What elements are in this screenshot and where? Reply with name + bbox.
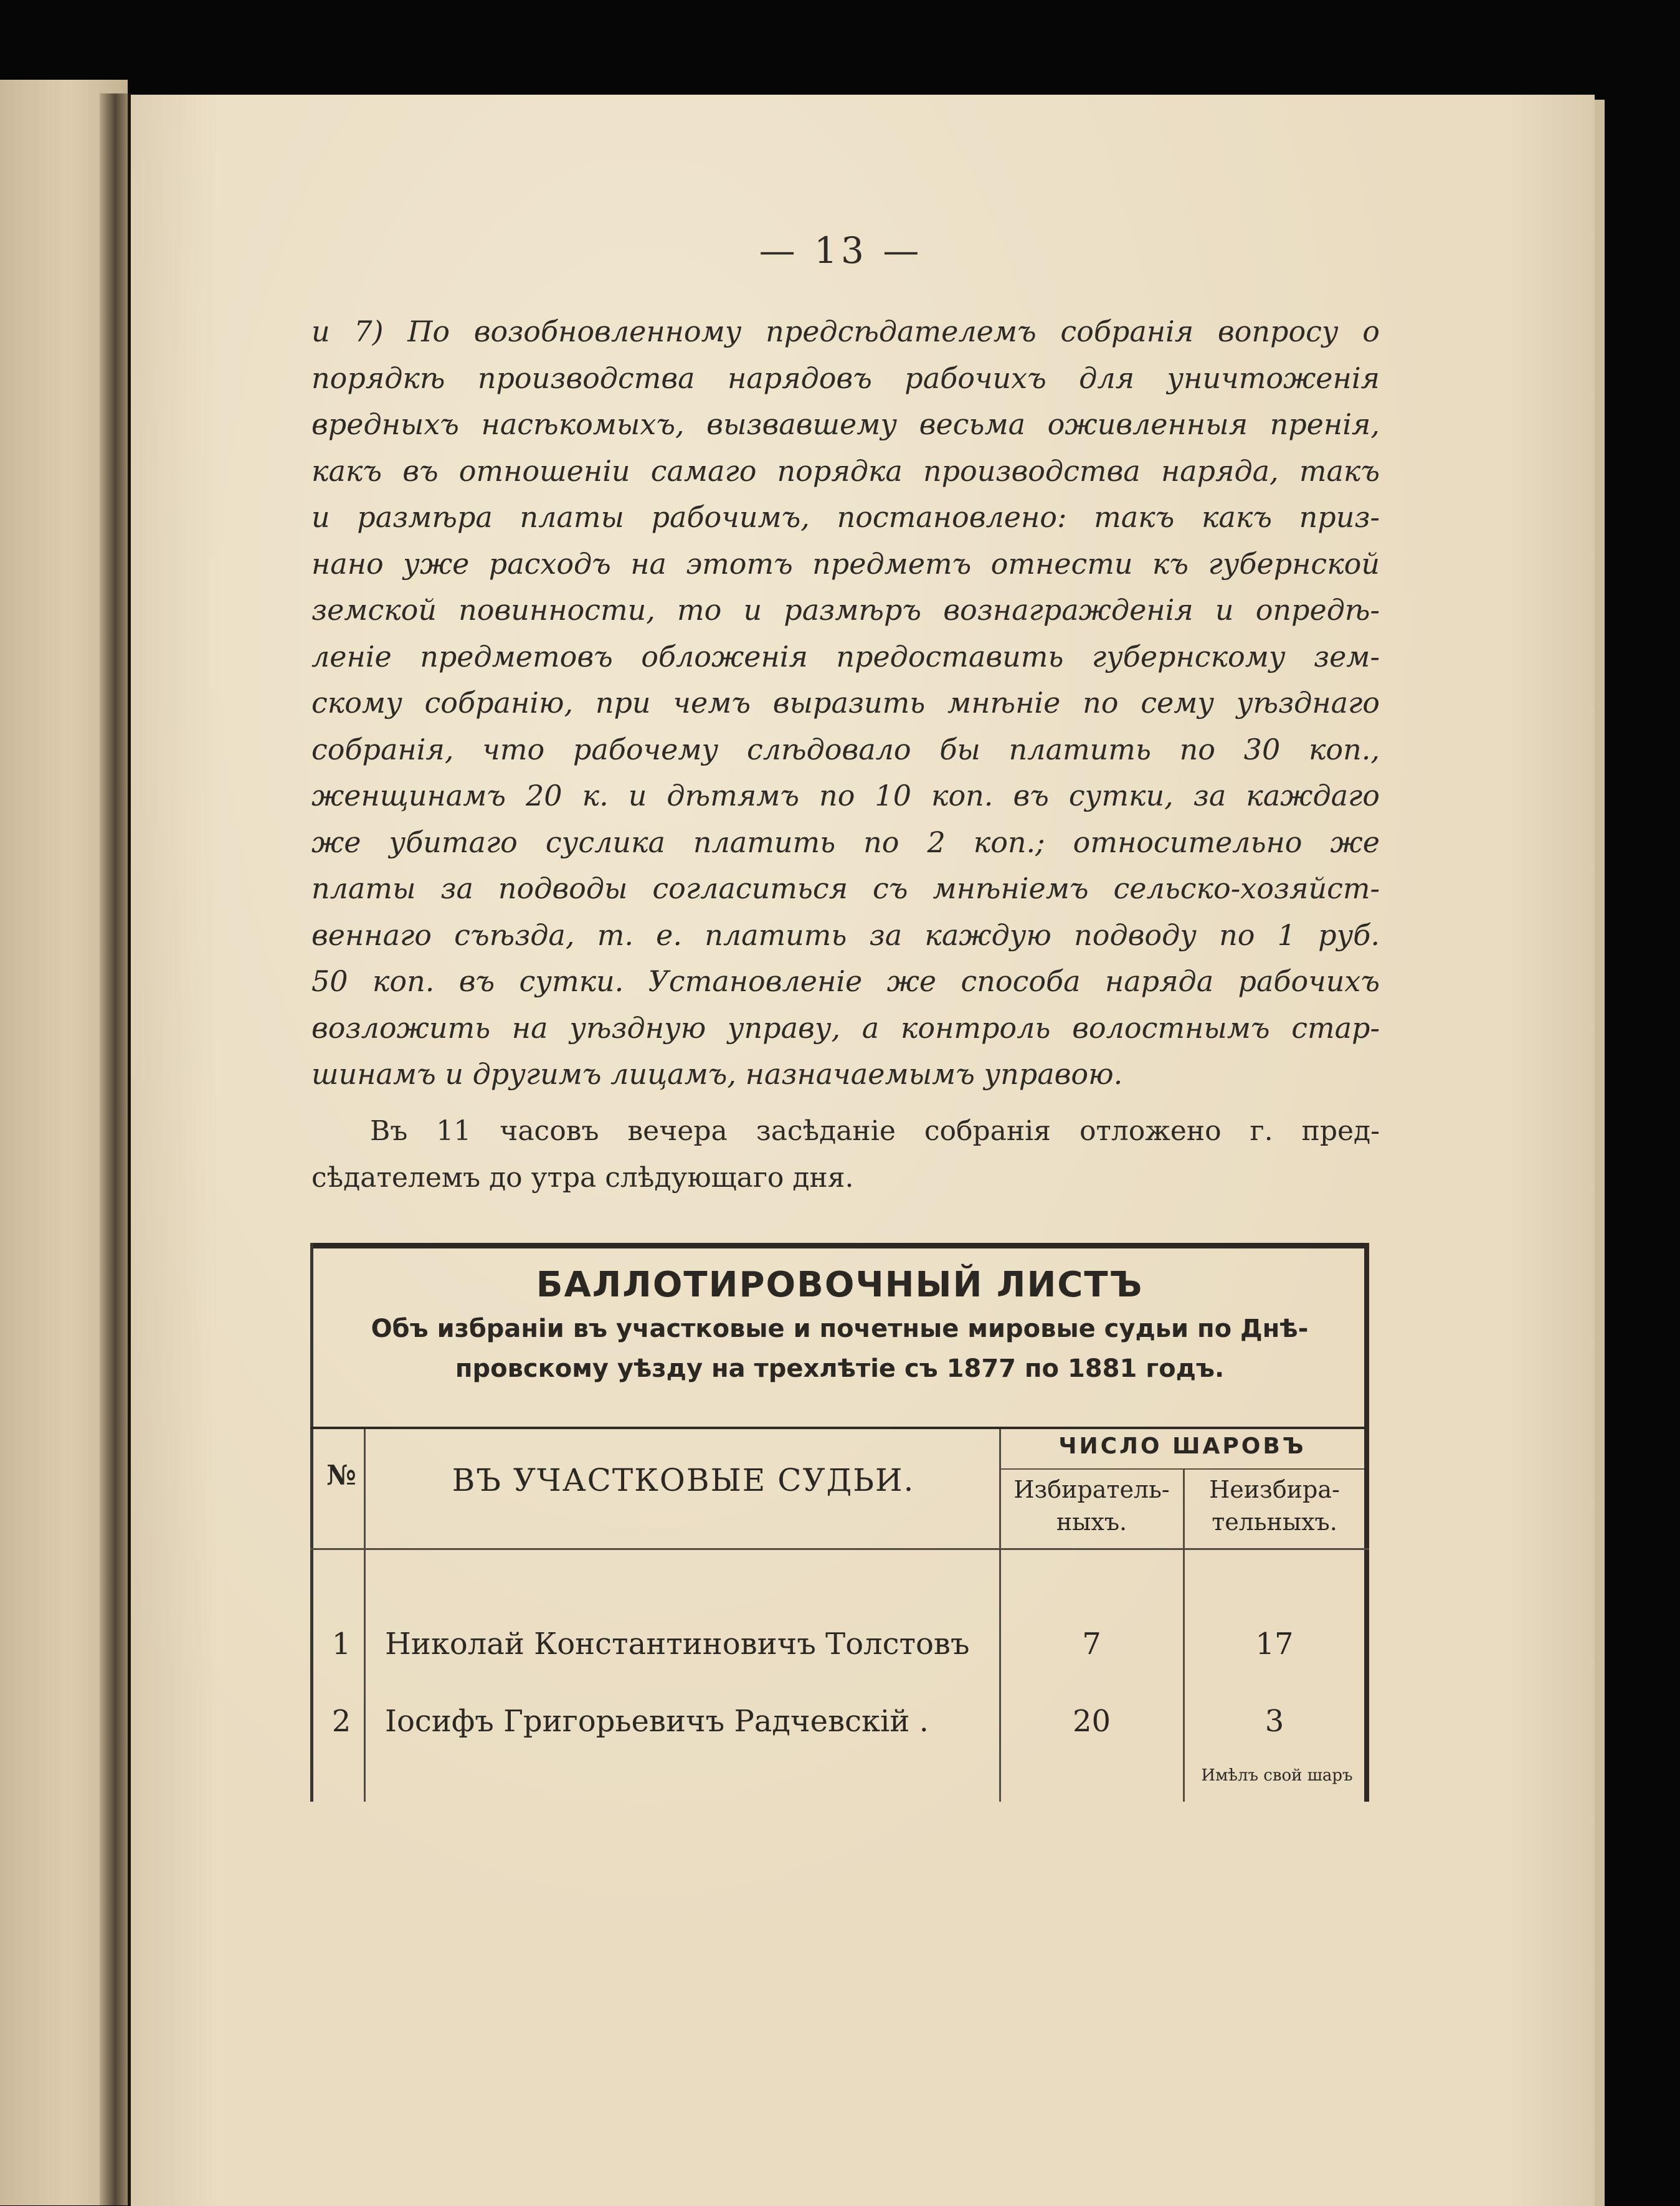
table-top-rule xyxy=(310,1243,1369,1248)
paragraph-line: нано уже расходъ на этотъ предметъ отнести къ губернской xyxy=(311,546,1380,581)
page-right-edge xyxy=(1595,100,1605,2206)
ballot-subtitle-line: провскому уѣзду на трехлѣтіе съ 1877 по 1881 годъ. xyxy=(455,1354,1225,1383)
row-note: Имѣлъ свой шаръ xyxy=(1201,1766,1353,1785)
column-header-for-line: Избиратель- xyxy=(1013,1476,1170,1503)
subheader-divider xyxy=(1000,1468,1364,1470)
row-for-votes: 20 xyxy=(1072,1704,1111,1739)
ballot-title: БАЛЛОТИРОВОЧНЫЙ ЛИСТЪ xyxy=(536,1265,1144,1305)
column-divider xyxy=(364,1429,366,1802)
adjournment-paragraph xyxy=(311,1108,1380,1200)
main-paragraph xyxy=(311,308,1380,1098)
row-number: 2 xyxy=(331,1704,351,1739)
paragraph-line: 50 коп. въ сутки. Установленіе же способа наряда рабочихъ xyxy=(311,964,1380,998)
paragraph-line: собранія, что рабочему слѣдовало бы платить по 30 коп., xyxy=(311,732,1380,766)
paragraph-line: Въ 11 часовъ вечера засѣданіе собранія отложено г. пред- xyxy=(370,1115,1380,1147)
paragraph-line: же убитаго суслика платить по 2 коп.; относительно же xyxy=(311,825,1380,859)
row-for-votes: 7 xyxy=(1082,1627,1101,1662)
column-header-for-line: ныхъ. xyxy=(1056,1508,1127,1536)
paragraph-line: платы за подводы согласиться съ мнѣніемъ сельско-хозяйст- xyxy=(311,872,1380,905)
paragraph-line: скому собранію, при чемъ выразить мнѣніе по сему уѣзднаго xyxy=(311,686,1380,720)
header-divider xyxy=(310,1548,1369,1550)
row-name: Николай Константиновичъ Толстовъ xyxy=(385,1627,970,1662)
column-header-balls: ЧИСЛО ШАРОВЪ xyxy=(1058,1433,1306,1459)
paragraph-line: какъ въ отношеніи самаго порядка производства наряда, такъ xyxy=(311,454,1380,488)
row-number: 1 xyxy=(331,1627,351,1662)
paragraph-line: женщинамъ 20 к. и дѣтямъ по 10 коп. въ сутки, за каждаго xyxy=(311,779,1380,812)
page-number: — 13 — xyxy=(759,229,923,272)
paragraph-line: веннаго съѣзда, т. е. платить за каждую подводу по 1 руб. xyxy=(311,918,1380,952)
paragraph-line: земской повинности, то и размѣръ вознагражденія и опредѣ- xyxy=(311,593,1380,627)
column-header-for xyxy=(1000,1473,1183,1538)
book-gutter xyxy=(100,93,131,2205)
paragraph-line: возложить на уѣздную управу, а контроль волостнымъ стар- xyxy=(311,1010,1380,1045)
column-header-against xyxy=(1185,1473,1364,1538)
ballot-table xyxy=(310,1243,1369,1802)
paragraph-line: вредныхъ насѣкомыхъ, вызвавшему весьма оживленныя пренія, xyxy=(311,407,1380,441)
row-against-votes: 3 xyxy=(1265,1704,1284,1739)
column-header-name: ВЪ УЧАСТКОВЫЕ СУДЬИ. xyxy=(452,1462,915,1498)
ballot-subtitle-line: Объ избраніи въ участковые и почетные мировые судьи по Днѣ- xyxy=(371,1315,1309,1343)
column-header-against-line: Неизбира- xyxy=(1209,1476,1340,1503)
paragraph-line: шинамъ и другимъ лицамъ, назначаемымъ управою. xyxy=(311,1057,1123,1091)
row-against-votes: 17 xyxy=(1255,1627,1294,1662)
paragraph-line: и размѣра платы рабочимъ, постановлено: такъ какъ приз- xyxy=(311,500,1380,534)
column-header-number: № xyxy=(326,1460,356,1491)
paragraph-line: порядкѣ производства нарядовъ рабочихъ для уничтоженія xyxy=(311,361,1380,395)
ballot-title-block xyxy=(310,1262,1369,1389)
paragraph-line: и 7) По возобновленному предсѣдателемъ собранія вопросу о xyxy=(311,315,1380,348)
column-header-against-line: тельныхъ. xyxy=(1212,1508,1337,1536)
paragraph-line: леніе предметовъ обложенія предоставить губернскому зем- xyxy=(311,639,1380,673)
title-divider xyxy=(310,1427,1369,1429)
row-name: Іосифъ Григорьевичъ Радчевскій . xyxy=(385,1704,929,1739)
paragraph-line: сѣдателемъ до утра слѣдующаго дня. xyxy=(311,1161,854,1194)
